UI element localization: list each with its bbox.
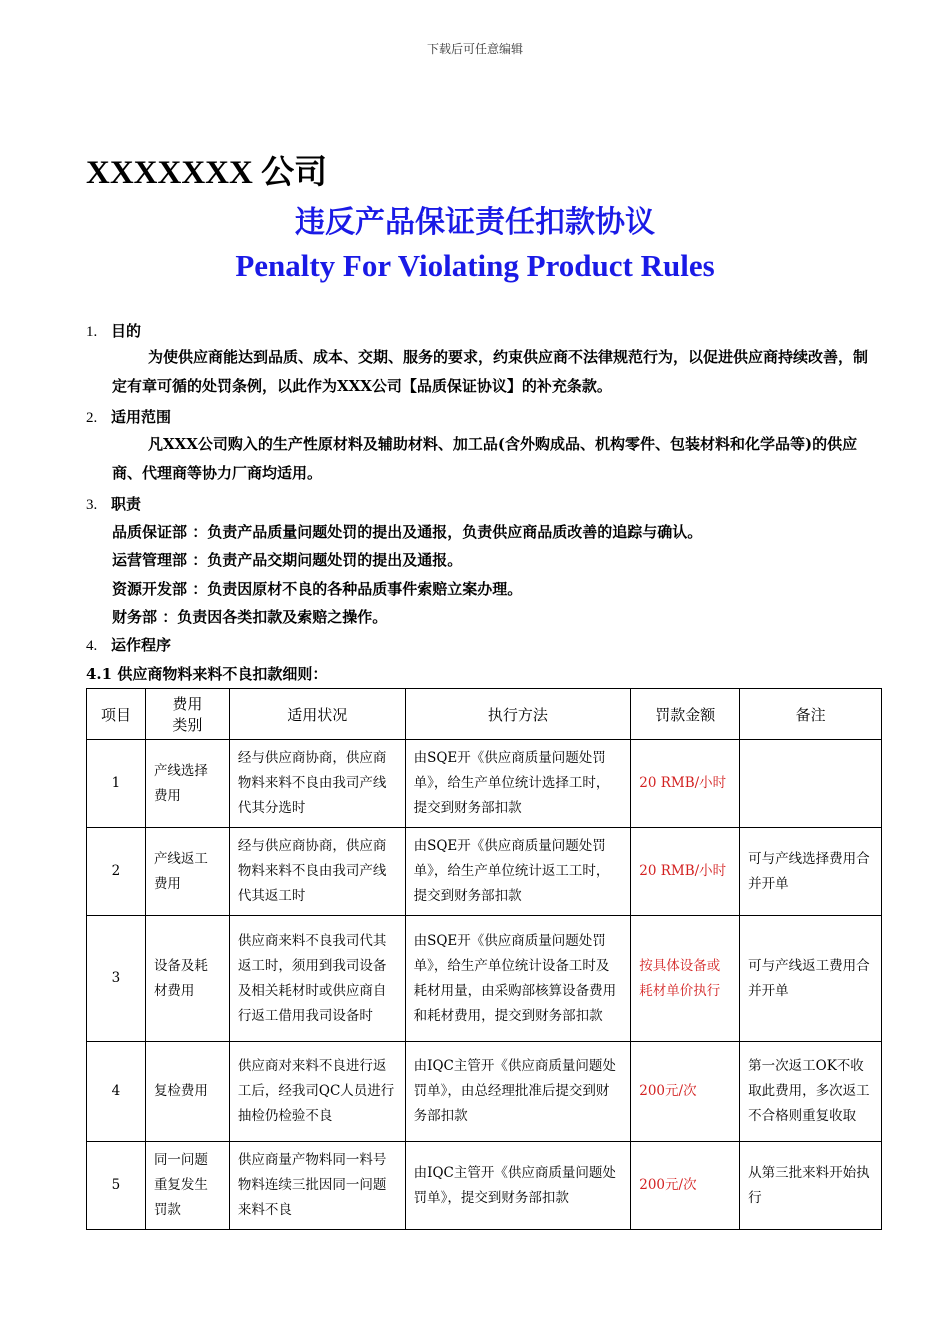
cell-amount: 200元/次 <box>631 1142 740 1230</box>
cell-category: 复检费用 <box>145 1042 229 1142</box>
cell-condition: 供应商来料不良我司代其返工时，须用到我司设备及相关耗材时或供应商自行返工借用我司设备时 <box>229 916 405 1042</box>
header-note: 下载后可任意编辑 <box>426 42 523 56</box>
section-title: 目的 <box>111 322 142 340</box>
cell-method: 由IQC主管开《供应商质量问题处罚单》，提交到财务部扣款 <box>405 1142 631 1230</box>
cell-condition: 供应商对来料不良进行返工后，经我司QC人员进行抽检仍检验不良 <box>229 1042 405 1142</box>
company-name: XXXXXXX 公司 <box>86 155 328 191</box>
scope-text: 凡XXX公司购入的生产性原材料及辅助材料、加工品(含外购成品、机构零件、包装材料和化学品等)的供应商、代理商等协力厂商均适用。 <box>112 435 858 482</box>
cell-remark <box>740 740 882 828</box>
cell-category: 同一问题重复发生罚款 <box>145 1142 229 1230</box>
title-chinese: 违反产品保证责任扣款协议 <box>295 205 655 240</box>
cell-category: 产线返工费用 <box>145 828 229 916</box>
section-number: 3. <box>86 497 98 513</box>
duty-quality: 品质保证部 ：负责产品质量问题处罚的提出及通报，负责供应商品质改善的追踪与确认。 <box>112 523 703 541</box>
cell-condition: 供应商量产物料同一料号物料连续三批因同一问题来料不良 <box>229 1142 405 1230</box>
cell-item: 2 <box>87 828 146 916</box>
section-heading-procedure <box>86 634 171 655</box>
subsection-title: 4.1 供应商物料来料不良扣款细则： <box>86 665 328 683</box>
section-heading-scope <box>86 406 171 427</box>
table-row <box>87 1142 882 1230</box>
cell-remark: 可与产线选择费用合并开单 <box>740 828 882 916</box>
duty-resources: 资源开发部 ：负责因原材不良的各种品质事件索赔立案办理。 <box>112 580 523 598</box>
section-title: 职责 <box>111 495 142 513</box>
cell-category: 产线选择费用 <box>145 740 229 828</box>
table-header-row <box>87 689 882 740</box>
header-item: 项目 <box>87 689 146 740</box>
cell-category: 设备及耗材费用 <box>145 916 229 1042</box>
cell-item: 3 <box>87 916 146 1042</box>
table-row <box>87 916 882 1042</box>
cell-item: 5 <box>87 1142 146 1230</box>
cell-item: 4 <box>87 1042 146 1142</box>
table-row <box>87 1042 882 1142</box>
duty-operations: 运营管理部 ：负责产品交期问题处罚的提出及通报。 <box>112 551 463 569</box>
header-remark: 备注 <box>740 689 882 740</box>
scope-paragraph <box>112 430 872 488</box>
cell-method: 由IQC主管开《供应商质量问题处罚单》，由总经理批准后提交到财务部扣款 <box>405 1042 631 1142</box>
header-amount: 罚款金额 <box>631 689 740 740</box>
table-row <box>87 828 882 916</box>
section-heading-duties <box>86 493 141 514</box>
section-heading-purpose <box>86 320 141 341</box>
cell-condition: 经与供应商协商，供应商物料来料不良由我司产线代其返工时 <box>229 828 405 916</box>
section-title: 适用范围 <box>111 408 172 426</box>
penalty-table <box>86 688 882 1230</box>
cell-remark: 可与产线返工费用合并开单 <box>740 916 882 1042</box>
cell-amount: 20 RMB/小时 <box>631 828 740 916</box>
section-title: 运作程序 <box>111 636 172 654</box>
cell-method: 由SQE开《供应商质量问题处罚单》，给生产单位统计返工工时，提交到财务部扣款 <box>405 828 631 916</box>
cell-item: 1 <box>87 740 146 828</box>
cell-remark: 第一次返工OK不收取此费用，多次返工不合格则重复收取 <box>740 1042 882 1142</box>
section-number: 4. <box>86 638 98 654</box>
purpose-paragraph <box>112 343 872 401</box>
purpose-text: 为使供应商能达到品质、成本、交期、服务的要求，约束供应商不法律规范行为，以促进供应商持续改善，制定有章可循的处罚条例，以此作为XXX公司【品质保证协议】的补充条款。 <box>112 348 869 395</box>
table-row <box>87 740 882 828</box>
cell-method: 由SQE开《供应商质量问题处罚单》，给生产单位统计设备工时及耗材用量，由采购部核算设备费用和耗材费用，提交到财务部扣款 <box>405 916 631 1042</box>
header-condition: 适用状况 <box>229 689 405 740</box>
cell-amount: 按具体设备或耗材单价执行 <box>631 916 740 1042</box>
cell-remark: 从第三批来料开始执行 <box>740 1142 882 1230</box>
cell-condition: 经与供应商协商，供应商物料来料不良由我司产线代其分选时 <box>229 740 405 828</box>
section-number: 2. <box>86 410 98 426</box>
section-number: 1. <box>86 324 98 340</box>
cell-amount: 20 RMB/小时 <box>631 740 740 828</box>
duty-finance: 财务部 ：负责因各类扣款及索赔之操作。 <box>112 608 388 626</box>
header-category: 费用类别 <box>145 689 229 740</box>
cell-method: 由SQE开《供应商质量问题处罚单》，给生产单位统计选择工时，提交到财务部扣款 <box>405 740 631 828</box>
cell-amount: 200元/次 <box>631 1042 740 1142</box>
header-method: 执行方法 <box>405 689 631 740</box>
title-english: Penalty For Violating Product Rules <box>235 248 715 283</box>
